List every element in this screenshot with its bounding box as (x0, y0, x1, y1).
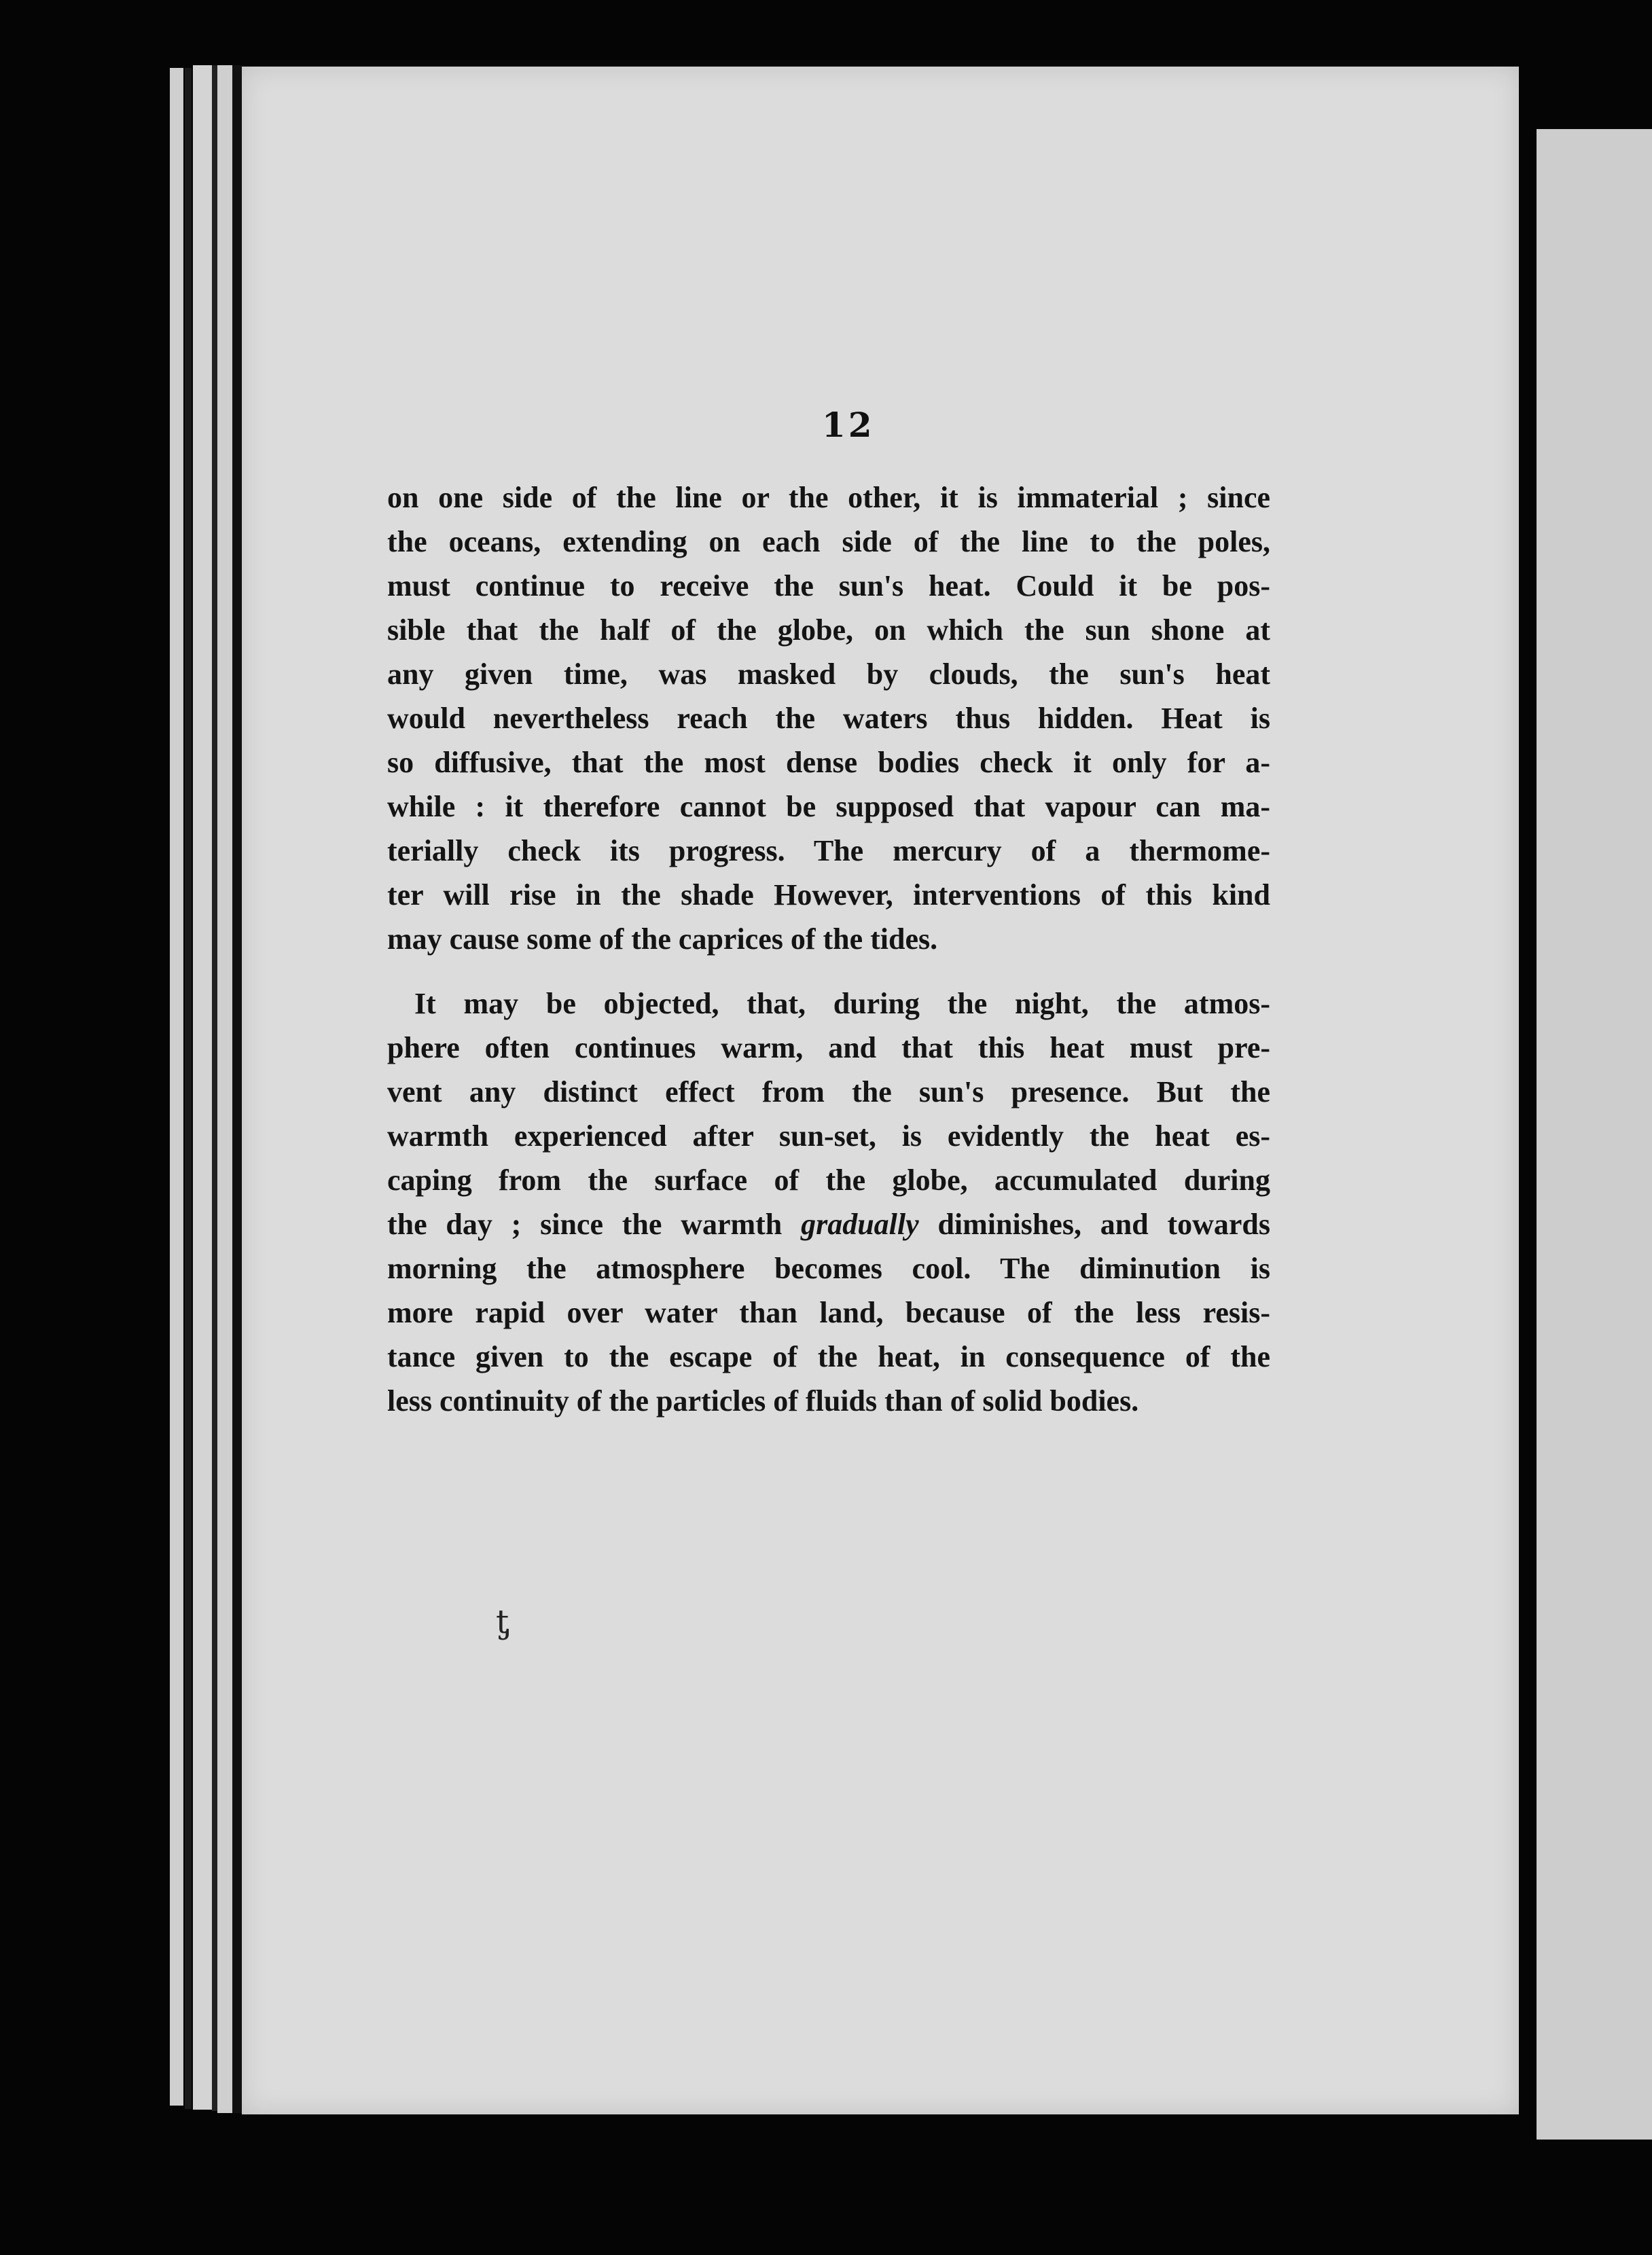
text-line: terially check its progress. The mercury of a thermome- (387, 834, 1270, 867)
text-segment: diminishes, and towards (937, 1208, 1271, 1241)
text-line: It may be objected, that, during the night, the atmos- (414, 987, 1270, 1020)
text-line: on one side of the line or the other, it is immaterial ; since (387, 481, 1270, 514)
ink-mark: ƫ (496, 1603, 509, 1641)
text-line: while : it therefore cannot be supposed that vapour can ma- (387, 790, 1270, 823)
text-line: would nevertheless reach the waters thus hidden. Heat is (387, 702, 1270, 735)
text-line: the oceans, extending on each side of the line to the poles, (387, 525, 1270, 558)
text-line: vent any distinct effect from the sun's presence. But the (387, 1075, 1270, 1108)
text-line: so diffusive, that the most dense bodies check it only for a- (387, 746, 1270, 779)
text-line: more rapid over water than land, because of the less resis- (387, 1296, 1270, 1329)
text-line: may cause some of the caprices of the tides. (387, 922, 938, 956)
text-line: must continue to receive the sun's heat. Could it be pos- (387, 569, 1270, 602)
text-line: sible that the half of the globe, on which the sun shone at (387, 613, 1270, 647)
text-line: tance given to the escape of the heat, in consequence of the (387, 1340, 1270, 1373)
text-line: any given time, was masked by clouds, the sun's heat (387, 657, 1270, 691)
page-number: 12 (822, 405, 875, 445)
text-line: phere often continues warm, and that this heat must pre- (387, 1031, 1270, 1064)
page-edge (170, 68, 183, 2106)
text-line: ter will rise in the shade However, interventions of this kind (387, 878, 1270, 912)
text-line: less continuity of the particles of fluids than of solid bodies. (387, 1384, 1139, 1418)
facing-page (1537, 129, 1652, 2140)
text-line: warmth experienced after sun-set, is evidently the heat es- (387, 1119, 1270, 1153)
paragraph-2 (387, 981, 1270, 1423)
page-edge (217, 65, 232, 2113)
italic-word: gradually (801, 1208, 919, 1241)
page-edge (193, 65, 212, 2110)
text-line: morning the atmosphere becomes cool. The diminution is (387, 1252, 1270, 1285)
text-line: caping from the surface of the globe, accumulated during (387, 1163, 1270, 1197)
paragraph-1 (387, 475, 1270, 961)
text-line-with-italic (387, 1202, 1270, 1246)
page-edge (232, 65, 242, 2113)
text-segment: the day ; since the warmth (387, 1208, 783, 1241)
page-edge (212, 65, 217, 2111)
page-edge (185, 68, 192, 2109)
